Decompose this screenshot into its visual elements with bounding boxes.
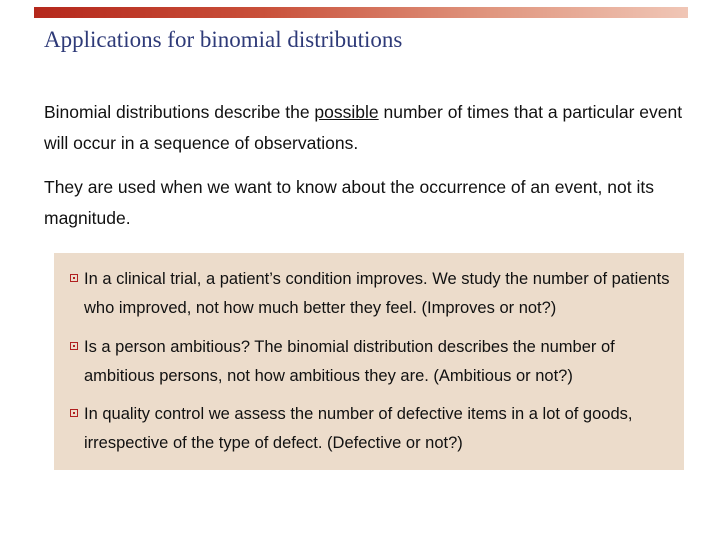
slide-title: Applications for binomial distributions	[44, 27, 403, 52]
intro-text-end: number of times that a particular event will occur in a sequence of observations.	[44, 102, 683, 153]
bullet-square-icon	[70, 342, 78, 350]
example-bullet-quality-control	[54, 400, 684, 458]
intro-paragraph	[44, 97, 684, 159]
example-bullet-clinical-trial	[54, 265, 684, 323]
header-accent-bar	[34, 7, 688, 18]
bullet-text: In quality control we assess the number of defective items in a lot of goods, irrespective of the type of defect. (Defective or not?)	[84, 405, 633, 452]
bullet-square-icon	[70, 409, 78, 417]
example-bullet-ambitious	[54, 333, 684, 391]
intro-text-start: Binomial distributions describe the	[44, 102, 315, 122]
intro-underlined-word: possible	[314, 102, 379, 122]
bullet-square-icon	[70, 274, 78, 282]
bullet-text: Is a person ambitious? The binomial distribution describes the number of ambitious persons, not how ambitious they are. (Ambitious or not?)	[84, 338, 615, 385]
examples-box	[54, 253, 684, 470]
usage-paragraph: They are used when we want to know about the occurrence of an event, not its magnitude.	[44, 177, 654, 228]
bullet-text: In a clinical trial, a patient’s condition improves. We study the number of patients who improved, not how much better they feel. (Improves or not?)	[84, 270, 670, 317]
